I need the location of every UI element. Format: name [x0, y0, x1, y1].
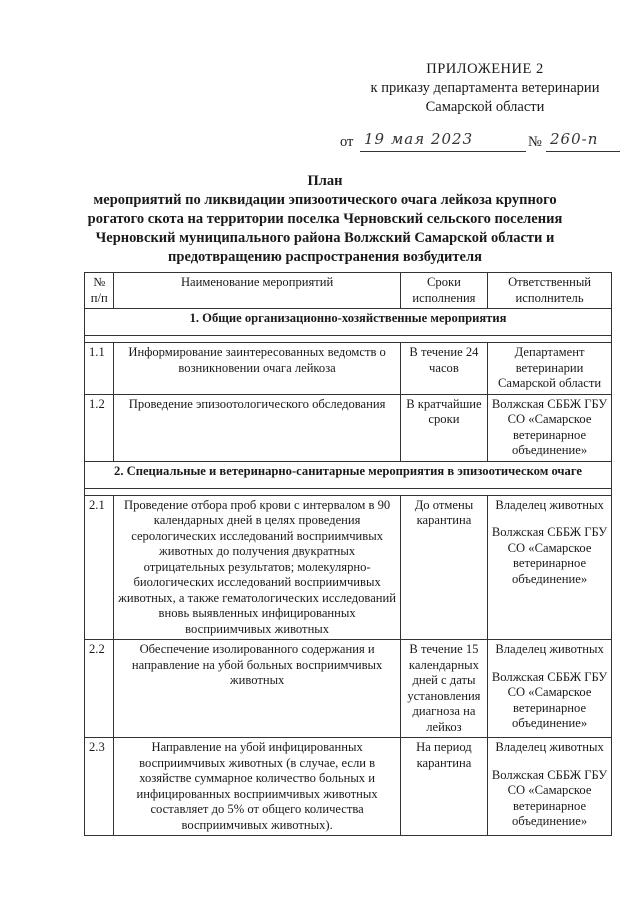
row-terms: На период карантина — [400, 738, 487, 836]
responsible-secondary: Волжская СББЖ ГБУ СО «Самарское ветеринарное объединение» — [491, 669, 608, 730]
section-title-1: 1. Общие организационно-хозяйственные мероприятия — [85, 309, 612, 336]
table-row — [85, 394, 612, 461]
row-name: Направление на убой инфицированных восприимчивых животных (в случае, если в хозяйстве суммарное количество больных и инфицированных восприимчивых животных составляет до 5% от общего количества восприимчивых животных). — [114, 738, 400, 836]
responsible-secondary: Волжская СББЖ ГБУ СО «Самарское ветеринарное объединение» — [491, 767, 608, 828]
row-number: 2.3 — [85, 738, 114, 836]
date-underline — [360, 151, 526, 152]
responsible-primary: Департамент ветеринарии Самарской области — [497, 345, 602, 390]
responsible-secondary: Волжская СББЖ ГБУ СО «Самарское ветеринарное объединение» — [491, 525, 608, 586]
spacer-cell — [85, 336, 612, 343]
responsible-primary: Волжская СББЖ ГБУ СО «Самарское ветеринарное объединение» — [491, 396, 608, 457]
row-name: Информирование заинтересованных ведомств о возникновении очага лейкоза — [114, 343, 400, 395]
responsible-primary: Владелец животных — [495, 642, 604, 656]
table-row — [85, 495, 612, 640]
spacer-row — [85, 336, 612, 343]
table-row — [85, 343, 612, 395]
appendix-line-2: Самарской области — [425, 99, 545, 115]
section-row-2 — [85, 461, 612, 488]
responsible-primary: Владелец животных — [495, 497, 604, 512]
responsible-primary: Владелец животных — [495, 740, 604, 754]
section-row-1 — [85, 309, 612, 336]
row-responsible — [488, 495, 612, 640]
row-responsible — [488, 343, 612, 395]
order-number-label: № — [528, 134, 542, 150]
spacer-cell — [85, 488, 612, 495]
order-date-handwritten: 19 мая 2023 — [364, 130, 474, 148]
row-responsible — [488, 394, 612, 461]
header-responsible: Ответственный исполнитель — [488, 273, 612, 309]
responsible-gap — [491, 658, 608, 670]
responsible-gap — [491, 513, 608, 525]
row-number: 2.1 — [85, 495, 114, 640]
row-terms: В течение 24 часов — [400, 343, 487, 395]
row-responsible — [488, 738, 612, 836]
appendix-title: ПРИЛОЖЕНИЕ 2 — [426, 61, 544, 77]
header-num: № п/п — [85, 273, 114, 309]
section-title-2: 2. Специальные и ветеринарно-санитарные мероприятия в эпизоотическом очаге — [85, 461, 612, 488]
order-reference — [340, 130, 620, 156]
spacer-row — [85, 488, 612, 495]
appendix-header — [340, 60, 630, 117]
responsible-gap — [491, 756, 608, 768]
table-row — [85, 738, 612, 836]
row-terms: До отмены карантина — [400, 495, 487, 640]
row-terms: В течение 15 календарных дней с даты установления диагноза на лейкоз — [400, 640, 487, 738]
row-terms: В кратчайшие сроки — [400, 394, 487, 461]
table-row — [85, 640, 612, 738]
order-number-handwritten: 260-п — [550, 130, 599, 148]
row-responsible — [488, 640, 612, 738]
row-name: Обеспечение изолированного содержания и направление на убой больных восприимчивых животных — [114, 640, 400, 738]
appendix-line-1: к приказу департамента ветеринарии — [370, 80, 600, 96]
row-number: 1.1 — [85, 343, 114, 395]
row-number: 1.2 — [85, 394, 114, 461]
number-underline — [546, 151, 620, 152]
header-name: Наименование мероприятий — [114, 273, 400, 309]
row-number: 2.2 — [85, 640, 114, 738]
plan-subtitle: мероприятий по ликвидации эпизоотического очага лейкоза крупного рогатого скота на территории поселка Черновский сельского поселения Черновский муниципального района Волжский Самарской области и предотвращению распространения возбудителя — [87, 192, 563, 265]
table-header-row — [85, 273, 612, 309]
plan-heading: План — [307, 173, 343, 189]
header-terms: Сроки исполнения — [400, 273, 487, 309]
row-name: Проведение отбора проб крови с интервалом в 90 календарных дней в целях проведения серологических исследований восприимчивых животных до получения двукратных отрицательных результатов; молекулярно-биологических исследований восприимчивых животных, а также гематологических исследований вновь выявленных инфицированных восприимчивых животных — [114, 495, 400, 640]
order-from-label: от — [340, 134, 354, 150]
plan-title-block — [80, 172, 570, 267]
measures-table — [84, 272, 612, 836]
row-name: Проведение эпизоотологического обследования — [114, 394, 400, 461]
